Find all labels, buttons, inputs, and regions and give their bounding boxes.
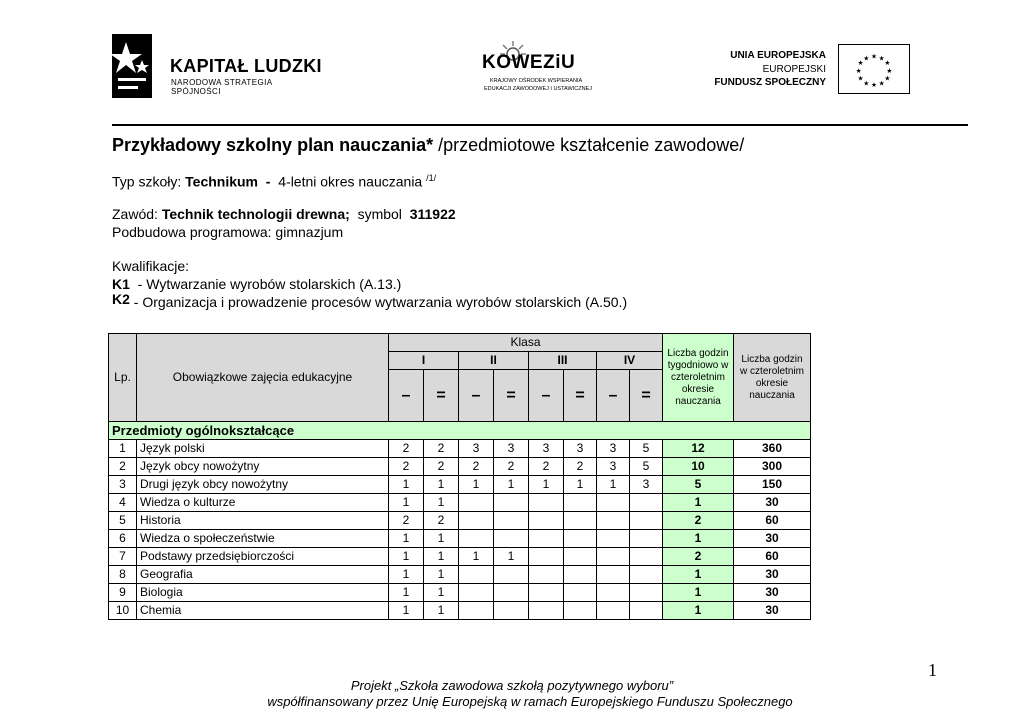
row-lp: 6 <box>109 530 137 548</box>
eu-line-2: EUROPEJSKI <box>762 64 826 75</box>
row-total: 300 <box>734 458 811 476</box>
svg-text:★: ★ <box>863 54 870 63</box>
svg-text:★: ★ <box>878 54 885 63</box>
row-hours: 2 <box>424 512 459 530</box>
col-weekly-header: Liczba godzin tygodniowo w czteroletnim okresie nauczania <box>663 334 734 422</box>
row-lp: 7 <box>109 548 137 566</box>
row-hours <box>529 530 564 548</box>
row-hours: 3 <box>494 440 529 458</box>
header-divider <box>112 124 968 126</box>
semester-mark: – <box>389 370 424 422</box>
row-hours <box>630 512 663 530</box>
row-hours: 3 <box>630 476 663 494</box>
semester-mark: = <box>630 370 663 422</box>
svg-text:★: ★ <box>886 66 893 75</box>
table-row <box>109 602 811 620</box>
svg-text:★: ★ <box>870 81 878 90</box>
row-hours: 3 <box>597 458 630 476</box>
row-hours <box>494 584 529 602</box>
row-hours <box>494 566 529 584</box>
row-hours <box>630 548 663 566</box>
page-number: 1 <box>928 660 937 680</box>
row-hours: 1 <box>424 584 459 602</box>
row-subject: Geografia <box>137 566 389 584</box>
table-row <box>109 440 811 458</box>
school-type: Technikum <box>185 173 259 190</box>
row-hours <box>630 602 663 620</box>
kowezu-name: KOWEZiU <box>482 52 576 73</box>
title-rest: /przedmiotowe kształcenie zawodowe/ <box>433 135 745 155</box>
k1-code: K1 <box>112 276 130 292</box>
row-hours: 1 <box>389 476 424 494</box>
row-hours <box>597 602 630 620</box>
row-total: 360 <box>734 440 811 458</box>
profession-line <box>112 206 456 222</box>
profession-label: Zawód: <box>112 206 162 222</box>
row-total: 150 <box>734 476 811 494</box>
row-weekly: 1 <box>663 602 734 620</box>
row-weekly: 12 <box>663 440 734 458</box>
row-hours <box>529 512 564 530</box>
row-hours <box>597 584 630 602</box>
symbol: 311922 <box>409 206 456 222</box>
row-hours: 1 <box>424 566 459 584</box>
svg-text:★: ★ <box>857 74 864 83</box>
row-hours: 1 <box>494 548 529 566</box>
row-hours <box>459 512 494 530</box>
k1-text: - Wytwarzanie wyrobów stolarskich (A.13.) <box>129 276 402 292</box>
row-hours <box>630 494 663 512</box>
svg-text:★: ★ <box>857 59 864 68</box>
col-total-header: Liczba godzin w czteroletnim okresie nauczania <box>734 334 811 422</box>
row-hours: 5 <box>630 458 663 476</box>
row-total: 60 <box>734 512 811 530</box>
row-subject: Chemia <box>137 602 389 620</box>
row-hours <box>597 530 630 548</box>
row-hours <box>597 548 630 566</box>
row-hours: 1 <box>424 530 459 548</box>
row-hours: 1 <box>389 548 424 566</box>
row-hours <box>494 602 529 620</box>
semester-mark: – <box>459 370 494 422</box>
semester-mark: = <box>564 370 597 422</box>
row-hours: 1 <box>389 602 424 620</box>
row-hours: 3 <box>529 440 564 458</box>
row-hours <box>459 494 494 512</box>
row-lp: 9 <box>109 584 137 602</box>
col-subject-header: Obowiązkowe zajęcia edukacyjne <box>137 334 389 422</box>
svg-text:★: ★ <box>884 74 891 83</box>
row-hours: 1 <box>459 548 494 566</box>
row-lp: 10 <box>109 602 137 620</box>
eu-logo <box>715 44 910 96</box>
duration: 4-letni okres nauczania <box>278 173 427 190</box>
kapital-ludzki-logo <box>112 34 322 100</box>
row-subject: Podstawy przedsiębiorczości <box>137 548 389 566</box>
row-subject: Język obcy nowożytny <box>137 458 389 476</box>
school-type-line <box>112 173 436 190</box>
svg-text:★: ★ <box>878 79 885 88</box>
row-hours: 1 <box>389 584 424 602</box>
table-row <box>109 476 811 494</box>
row-lp: 5 <box>109 512 137 530</box>
basis-line: Podbudowa programowa: gimnazjum <box>112 224 344 240</box>
semester-mark: = <box>494 370 529 422</box>
row-hours <box>597 494 630 512</box>
row-hours <box>630 584 663 602</box>
eu-line-3: FUNDUSZ SPOŁECZNY <box>714 77 826 88</box>
row-hours <box>564 530 597 548</box>
table-row <box>109 494 811 512</box>
qualification-k2 <box>112 291 628 310</box>
row-lp: 1 <box>109 440 137 458</box>
class-2-header: II <box>459 352 529 370</box>
row-hours <box>630 566 663 584</box>
row-subject: Biologia <box>137 584 389 602</box>
row-hours <box>564 566 597 584</box>
kapital-ludzki-emblem-icon <box>112 34 160 98</box>
qualification-k1 <box>112 276 401 292</box>
row-hours: 3 <box>564 440 597 458</box>
row-hours <box>529 584 564 602</box>
profession: Technik technologii drewna; <box>161 206 350 222</box>
row-subject: Język polski <box>137 440 389 458</box>
footer-line-2: współfinansowany przez Unię Europejską w ramach Europejskiego Funduszu Społecznego <box>267 694 793 709</box>
svg-text:★: ★ <box>855 66 862 75</box>
row-hours: 5 <box>630 440 663 458</box>
row-hours <box>597 512 630 530</box>
row-hours <box>564 494 597 512</box>
row-hours: 1 <box>389 494 424 512</box>
qualifications-label: Kwalifikacje: <box>112 258 190 274</box>
row-hours: 2 <box>424 458 459 476</box>
row-total: 30 <box>734 584 811 602</box>
footer-line-1: Projekt „Szkoła zawodowa szkołą pozytywnego wyboru” <box>350 678 674 693</box>
row-hours <box>459 530 494 548</box>
row-lp: 4 <box>109 494 137 512</box>
eu-line-1: UNIA EUROPEJSKA <box>730 50 826 61</box>
row-hours: 1 <box>529 476 564 494</box>
row-hours: 3 <box>597 440 630 458</box>
col-class-header: Klasa <box>389 334 663 352</box>
row-subject: Wiedza o kulturze <box>137 494 389 512</box>
row-total: 30 <box>734 602 811 620</box>
row-hours <box>597 566 630 584</box>
row-hours <box>630 530 663 548</box>
row-hours <box>529 566 564 584</box>
row-hours <box>529 494 564 512</box>
row-hours <box>564 584 597 602</box>
row-weekly: 2 <box>663 548 734 566</box>
row-hours: 2 <box>564 458 597 476</box>
row-hours: 1 <box>424 602 459 620</box>
row-hours: 2 <box>389 512 424 530</box>
row-weekly: 1 <box>663 584 734 602</box>
row-hours: 1 <box>459 476 494 494</box>
kowezu-subtitle-2: EDUKACJI ZAWODOWEJ I USTAWICZNEJ <box>484 86 592 92</box>
svg-text:★: ★ <box>884 59 891 68</box>
row-hours: 3 <box>459 440 494 458</box>
row-subject: Wiedza o społeczeństwie <box>137 530 389 548</box>
title-bold: Przykładowy szkolny plan nauczania* <box>112 135 434 155</box>
row-total: 30 <box>734 530 811 548</box>
row-hours: 1 <box>424 548 459 566</box>
school-sep: - <box>258 173 279 190</box>
row-hours <box>564 512 597 530</box>
row-subject: Historia <box>137 512 389 530</box>
row-hours: 2 <box>424 440 459 458</box>
row-lp: 3 <box>109 476 137 494</box>
footnote-ref: /1/ <box>426 173 437 183</box>
row-hours <box>494 530 529 548</box>
class-1-header: I <box>389 352 459 370</box>
row-hours <box>564 602 597 620</box>
row-hours: 1 <box>424 494 459 512</box>
row-hours: 2 <box>389 458 424 476</box>
row-hours <box>459 602 494 620</box>
table-row <box>109 584 811 602</box>
row-total: 30 <box>734 494 811 512</box>
row-weekly: 1 <box>663 494 734 512</box>
row-total: 30 <box>734 566 811 584</box>
kapital-ludzki-title: KAPITAŁ LUDZKI <box>170 56 322 76</box>
row-hours <box>459 584 494 602</box>
kowezu-logo <box>480 40 595 98</box>
row-hours <box>459 566 494 584</box>
row-hours <box>494 512 529 530</box>
row-hours: 2 <box>494 458 529 476</box>
table-row <box>109 530 811 548</box>
row-hours: 1 <box>424 476 459 494</box>
symbol-label: symbol <box>349 206 410 222</box>
row-hours <box>529 602 564 620</box>
semester-mark: – <box>597 370 630 422</box>
row-weekly: 1 <box>663 530 734 548</box>
kowezu-subtitle-1: KRAJOWY OŚRODEK WSPIERANIA <box>490 78 583 84</box>
row-hours <box>494 494 529 512</box>
row-hours <box>564 548 597 566</box>
row-hours: 2 <box>459 458 494 476</box>
row-hours: 2 <box>389 440 424 458</box>
row-lp: 8 <box>109 566 137 584</box>
row-weekly: 10 <box>663 458 734 476</box>
svg-text:★: ★ <box>863 79 870 88</box>
row-hours: 1 <box>389 530 424 548</box>
class-3-header: III <box>529 352 597 370</box>
row-hours: 1 <box>597 476 630 494</box>
col-lp-header: Lp. <box>109 334 137 422</box>
row-hours: 1 <box>564 476 597 494</box>
table-row <box>109 548 811 566</box>
row-lp: 2 <box>109 458 137 476</box>
page-title <box>112 135 744 156</box>
table-row <box>109 566 811 584</box>
eu-flag-icon <box>838 44 910 94</box>
semester-mark: – <box>529 370 564 422</box>
section-general: Przedmioty ogólnokształcące <box>109 422 811 440</box>
semester-mark: = <box>424 370 459 422</box>
row-hours: 1 <box>389 566 424 584</box>
kapital-ludzki-subtitle: NARODOWA STRATEGIA SPÓJNOŚCI <box>171 78 272 96</box>
row-hours: 2 <box>529 458 564 476</box>
row-subject: Drugi język obcy nowożytny <box>137 476 389 494</box>
row-weekly: 2 <box>663 512 734 530</box>
row-weekly: 5 <box>663 476 734 494</box>
school-type-label: Typ szkoły: <box>112 173 186 190</box>
k2-code: K2 <box>112 291 130 307</box>
row-total: 60 <box>734 548 811 566</box>
table-row <box>109 458 811 476</box>
class-4-header: IV <box>597 352 663 370</box>
table-row <box>109 512 811 530</box>
svg-text:★: ★ <box>870 52 878 61</box>
row-weekly: 1 <box>663 566 734 584</box>
row-hours <box>529 548 564 566</box>
curriculum-table <box>108 333 811 620</box>
row-hours: 1 <box>494 476 529 494</box>
k2-text: - Organizacja i prowadzenie procesów wytwarzania wyrobów stolarskich (A.50.) <box>129 294 628 310</box>
